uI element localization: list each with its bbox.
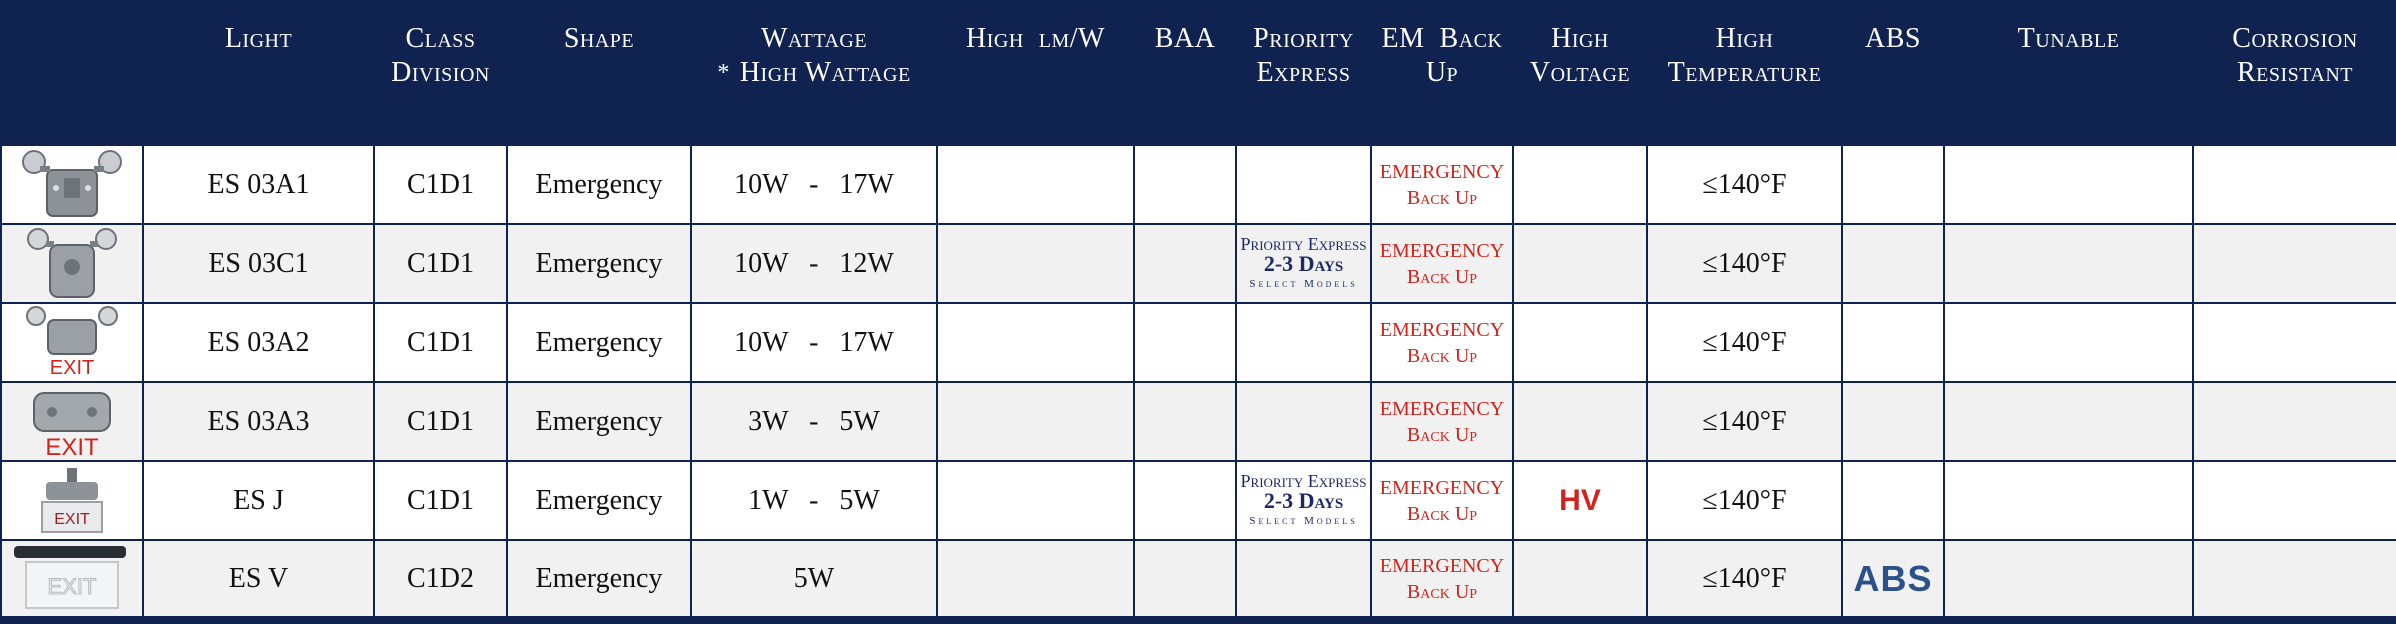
- hanging-exit-sign-icon: [2, 464, 142, 538]
- twin-head-emergency-light-compact-icon: [2, 227, 142, 301]
- cell-wattage: 10W - 17W: [691, 145, 937, 224]
- cell-high-lmw: [937, 540, 1134, 617]
- cell-high-voltage: [1513, 145, 1647, 224]
- product-image: [1, 461, 143, 540]
- table-row: [1, 145, 2396, 224]
- header-priority-express: Priority Express: [1253, 23, 1354, 88]
- cell-em-back-up: [1371, 303, 1513, 382]
- high-voltage-badge: HV: [1559, 483, 1601, 517]
- cell-em-back-up: [1371, 540, 1513, 617]
- product-image: [1, 224, 143, 303]
- priority-express-badge: Priority Express 2-3 Days Select Models: [1240, 233, 1367, 290]
- cell-shape: Emergency: [507, 303, 691, 382]
- cell-shape: Emergency: [507, 145, 691, 224]
- emergency-backup-badge: EMERGENCY Back Up: [1379, 239, 1505, 288]
- cell-class-division: C1D1: [374, 224, 507, 303]
- cell-tunable: [1944, 303, 2193, 382]
- cell-em-back-up: [1371, 382, 1513, 461]
- cell-priority-express: [1236, 382, 1371, 461]
- cell-corrosion-resistant: [2193, 224, 2396, 303]
- cell-light: ES V: [143, 540, 374, 617]
- cell-abs: [1842, 382, 1944, 461]
- emergency-backup-badge: EMERGENCY Back Up: [1379, 554, 1505, 603]
- cell-light: ES J: [143, 461, 374, 540]
- cell-tunable: [1944, 224, 2193, 303]
- header-wattage: Wattage * High Wattage: [717, 23, 911, 88]
- table-row: [1, 224, 2396, 303]
- cell-tunable: [1944, 540, 2193, 617]
- cell-class-division: C1D1: [374, 461, 507, 540]
- priority-express-badge: Priority Express 2-3 Days Select Models: [1240, 470, 1367, 527]
- cell-wattage: 10W - 12W: [691, 224, 937, 303]
- cell-light: ES 03A3: [143, 382, 374, 461]
- svg-text:EXIT: EXIT: [45, 433, 99, 459]
- emergency-backup-badge: EMERGENCY Back Up: [1379, 476, 1505, 525]
- product-image: [1, 382, 143, 461]
- twin-head-exit-combo-icon: [2, 306, 142, 380]
- cell-light: ES 03A1: [143, 145, 374, 224]
- cell-shape: Emergency: [507, 224, 691, 303]
- cell-priority-express: [1236, 461, 1371, 540]
- emergency-backup-badge: EMERGENCY Back Up: [1379, 397, 1505, 446]
- cell-light: ES 03C1: [143, 224, 374, 303]
- cell-high-lmw: [937, 382, 1134, 461]
- header-em-back-up: EM Back Up: [1381, 23, 1503, 88]
- cell-class-division: C1D1: [374, 145, 507, 224]
- cell-tunable: [1944, 145, 2193, 224]
- cell-baa: [1134, 145, 1236, 224]
- cell-corrosion-resistant: [2193, 145, 2396, 224]
- cell-high-temperature: ≤140°F: [1647, 224, 1842, 303]
- cell-wattage: 10W - 17W: [691, 303, 937, 382]
- cell-baa: [1134, 303, 1236, 382]
- cell-wattage: 1W - 5W: [691, 461, 937, 540]
- header-light: Light: [224, 23, 293, 54]
- twin-head-emergency-light-icon: [2, 148, 142, 222]
- cell-wattage: 3W - 5W: [691, 382, 937, 461]
- emergency-backup-badge: EMERGENCY Back Up: [1379, 160, 1505, 209]
- cell-light: ES 03A2: [143, 303, 374, 382]
- edge-lit-exit-sign-icon: [2, 542, 142, 616]
- cell-abs: [1842, 461, 1944, 540]
- cell-priority-express: [1236, 540, 1371, 617]
- product-image: [1, 145, 143, 224]
- cell-tunable: [1944, 461, 2193, 540]
- cell-high-lmw: [937, 145, 1134, 224]
- table-row: [1, 382, 2396, 461]
- cell-abs: [1842, 224, 1944, 303]
- header-baa: BAA: [1154, 23, 1216, 54]
- header-abs: ABS: [1865, 23, 1921, 54]
- cell-corrosion-resistant: [2193, 540, 2396, 617]
- cell-high-lmw: [937, 461, 1134, 540]
- header-tunable: Tunable: [2017, 23, 2120, 54]
- header-corrosion-resistant: Corrosion Resistant: [2232, 23, 2358, 88]
- table-row: [1, 540, 2396, 617]
- cell-corrosion-resistant: [2193, 461, 2396, 540]
- svg-text:EXIT: EXIT: [54, 510, 90, 528]
- cell-high-temperature: ≤140°F: [1647, 461, 1842, 540]
- header-high-voltage: High Voltage: [1529, 23, 1631, 88]
- header-class-division: Class Division: [391, 23, 490, 88]
- product-image: [1, 540, 143, 617]
- cell-priority-express: [1236, 145, 1371, 224]
- cell-baa: [1134, 382, 1236, 461]
- table-row: [1, 461, 2396, 540]
- cell-high-voltage: [1513, 303, 1647, 382]
- cell-baa: [1134, 224, 1236, 303]
- exit-sign-combo-icon: [2, 385, 142, 459]
- cell-baa: [1134, 540, 1236, 617]
- cell-high-temperature: ≤140°F: [1647, 382, 1842, 461]
- cell-high-voltage: [1513, 382, 1647, 461]
- cell-em-back-up: [1371, 145, 1513, 224]
- cell-shape: Emergency: [507, 461, 691, 540]
- cell-class-division: C1D1: [374, 382, 507, 461]
- cell-priority-express: [1236, 224, 1371, 303]
- cell-em-back-up: [1371, 461, 1513, 540]
- cell-corrosion-resistant: [2193, 382, 2396, 461]
- cell-high-voltage: [1513, 224, 1647, 303]
- cell-abs: [1842, 540, 1944, 617]
- cell-tunable: [1944, 382, 2193, 461]
- cell-high-voltage: [1513, 540, 1647, 617]
- cell-high-temperature: ≤140°F: [1647, 303, 1842, 382]
- cell-em-back-up: [1371, 224, 1513, 303]
- cell-abs: [1842, 145, 1944, 224]
- cell-high-voltage: [1513, 461, 1647, 540]
- table-row: [1, 303, 2396, 382]
- cell-corrosion-resistant: [2193, 303, 2396, 382]
- abs-badge: ABS: [1853, 557, 1933, 599]
- emergency-backup-badge: EMERGENCY Back Up: [1379, 318, 1505, 367]
- svg-text:EXIT: EXIT: [49, 356, 95, 379]
- header-high-lmw: High lm/W: [966, 23, 1105, 54]
- header-row: [1, 0, 2396, 145]
- product-image: [1, 303, 143, 382]
- cell-shape: Emergency: [507, 540, 691, 617]
- cell-high-lmw: [937, 224, 1134, 303]
- cell-high-lmw: [937, 303, 1134, 382]
- svg-text:EXIT: EXIT: [47, 573, 97, 599]
- cell-class-division: C1D2: [374, 540, 507, 617]
- cell-wattage: 5W: [691, 540, 937, 617]
- cell-high-temperature: ≤140°F: [1647, 540, 1842, 617]
- cell-shape: Emergency: [507, 382, 691, 461]
- cell-high-temperature: ≤140°F: [1647, 145, 1842, 224]
- header-high-temperature: High Temperature: [1667, 23, 1822, 88]
- cell-baa: [1134, 461, 1236, 540]
- header-image: [1, 0, 143, 145]
- cell-abs: [1842, 303, 1944, 382]
- header-shape: Shape: [563, 23, 635, 54]
- cell-priority-express: [1236, 303, 1371, 382]
- cell-class-division: C1D1: [374, 303, 507, 382]
